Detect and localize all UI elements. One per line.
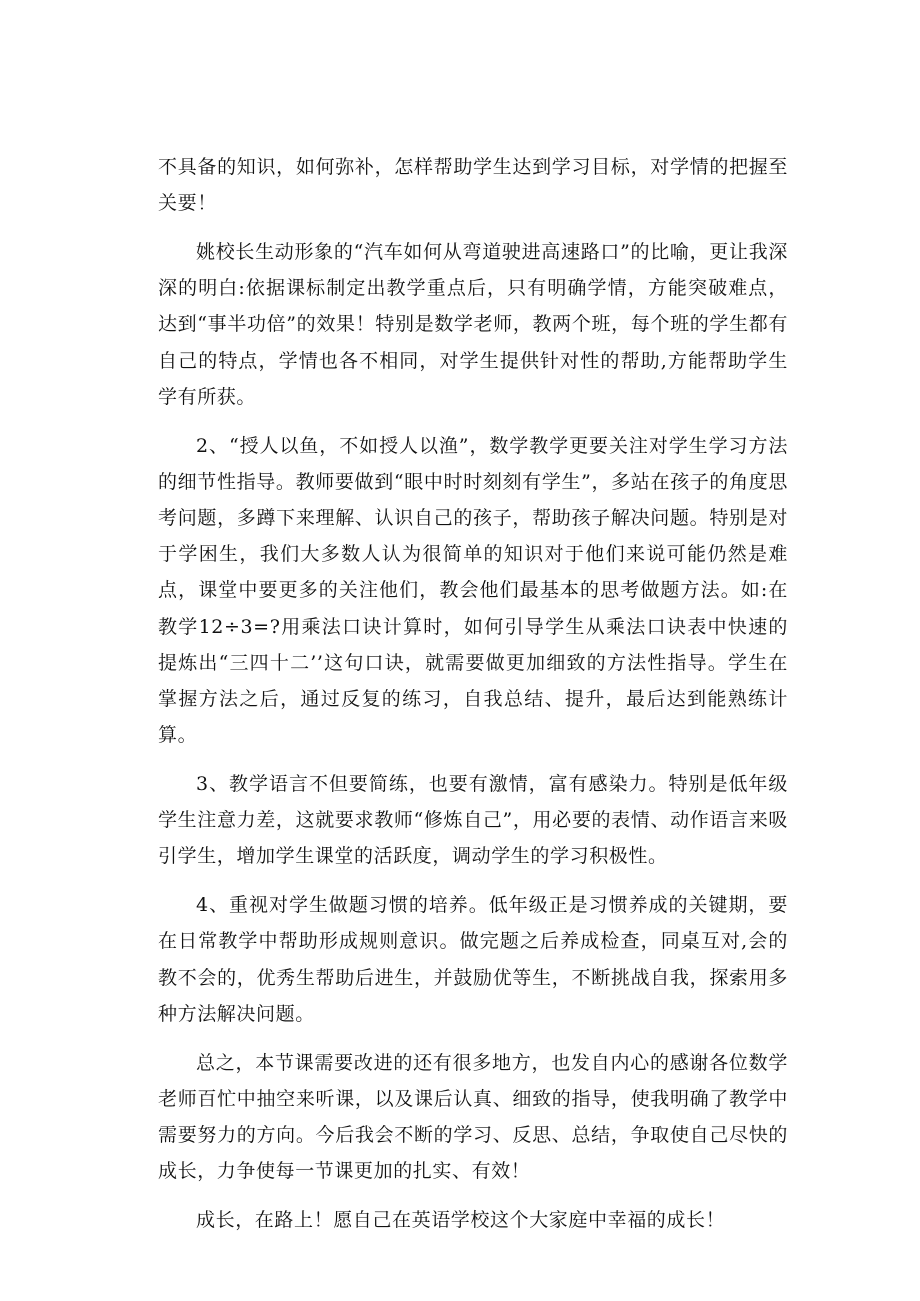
paragraph-continuation: 不具备的知识，如何弥补，怎样帮助学生达到学习目标，对学情的把握至关要！ [158,156,788,215]
paragraph-metaphor: 姚校长生动形象的“汽车如何从弯道驶进高速路口”的比喻，更让我深深的明白:依据课标制定出教学重点后，只有明确学情，方能突破难点，达到“事半功倍”的效果！特别是数学老师，教两个班，每个班的学生都有自己的特点，学情也各不相同，对学生提供针对性的帮助,方能帮助学生学有所获。 [158,241,788,408]
paragraph-point-4: 4、重视对学生做题习惯的培养。低年级正是习惯养成的关键期，要在日常教学中帮助形成规则意识。做完题之后养成检查，同桌互对,会的教不会的，优秀生帮助后进生，并鼓励优等生，不断挑战自我，探索用多种方法解决问题。 [158,894,788,1025]
paragraph-closing: 成长，在路上！愿自己在英语学校这个大家庭中幸福的成长！ [196,1209,726,1232]
paragraph-point-2: 2、“授人以鱼，不如授人以渔”，数学教学更要关注对学生学习方法的细节性指导。教师要做到“眼中时时刻刻有学生”，多站在孩子的角度思考问题，多蹲下来理解、认识自己的孩子，帮助孩子解决问题。特别是对于学困生，我们大多数人认为很简单的知识对于他们来说可能仍然是难点，课堂中要更多的关注他们，教会他们最基本的思考做题方法。如:在教学12÷3=?用乘法口诀计算时，如何引导学生从乘法口诀表中快速的提炼出“三四十二’’这句口诀，就需要做更加细致的方法性指导。学生在掌握方法之后，通过反复的练习，自我总结、提升，最后达到能熟练计算。 [158,434,788,747]
paragraph-summary: 总之，本节课需要改进的还有很多地方，也发自内心的感谢各位数学老师百忙中抽空来听课，以及课后认真、细致的指导，使我明确了教学中需要努力的方向。今后我会不断的学习、反思、总结，争取使自己尽快的成长，力争使每一节课更加的扎实、有效！ [158,1051,788,1183]
document-body [158,149,788,1251]
paragraph-point-3: 3、教学语言不但要简练，也要有激情，富有感染力。特别是低年级学生注意力差，这就要求教师“修炼自己”，用必要的表情、动作语言来吸引学生，增加学生课堂的活跃度，调动学生的学习积极性。 [158,773,788,868]
